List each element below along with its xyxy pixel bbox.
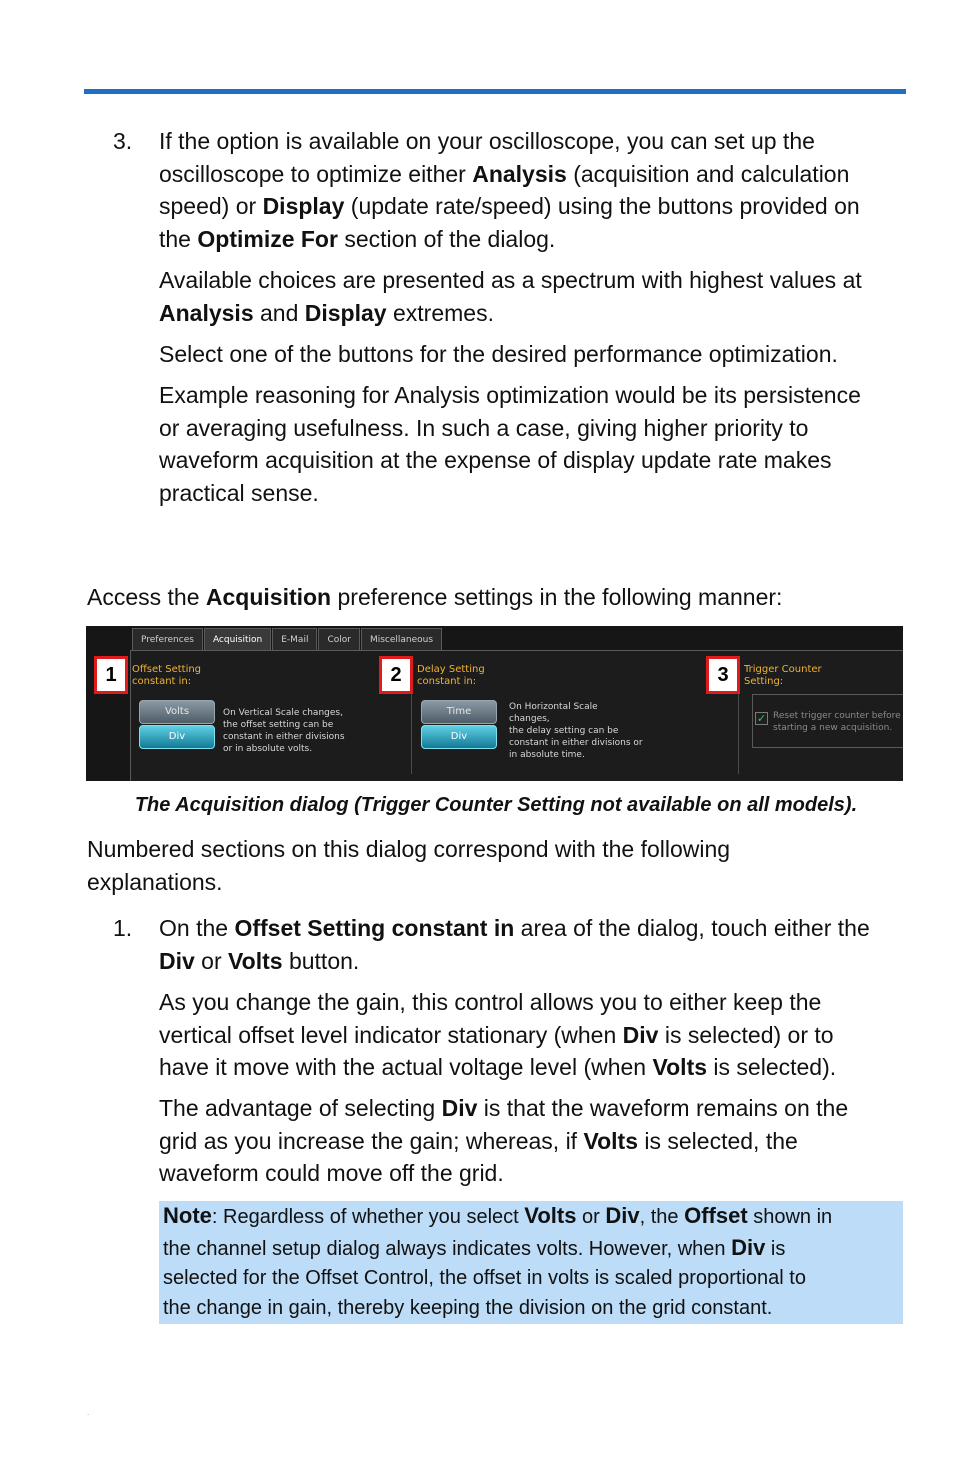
paragraph-line: waveform acquisition at the expense of display update rate makes [159, 447, 832, 473]
step-1-paragraph-3 [159, 1092, 905, 1190]
note-line: Note: Regardless of whether you select Volts or Div, the Offset shown in [163, 1203, 833, 1228]
div-button-delay[interactable]: Div [421, 725, 497, 749]
step-1-text [159, 912, 905, 977]
paragraph-line: have it move with the actual voltage level (when Volts is selected). [159, 1054, 837, 1080]
paragraph-line: grid as you increase the gain; whereas, if Volts is selected, the [159, 1127, 798, 1154]
header-rule [84, 89, 906, 94]
acquisition-dialog-screenshot [86, 626, 903, 781]
reset-trigger-checkbox[interactable]: ✓ [756, 712, 767, 725]
note-line: the channel setup dialog always indicates volts. However, when Div is [163, 1234, 786, 1260]
tab-miscellaneous[interactable]: Miscellaneous [361, 628, 442, 651]
callout-badge-3: 3 [706, 656, 740, 694]
paragraph-line: practical sense. [159, 479, 319, 506]
step-3-paragraph-4 [159, 379, 905, 509]
tab-acquisition[interactable]: Acquisition [204, 628, 271, 651]
paragraph-line: Numbered sections on this dialog correspond with the following [87, 836, 731, 862]
paragraph-line: vertical offset level indicator stationary (when Div is selected) or to [159, 1021, 834, 1048]
step-3-text [159, 125, 905, 255]
access-instruction: Access the Acquisition preference settings in the following manner: [87, 584, 783, 610]
paragraph-line: Example reasoning for Analysis optimization would be its persistence [159, 382, 861, 408]
delay-setting-title: Delay Setting constant in: [417, 664, 485, 687]
dialog-tabs [132, 628, 443, 652]
step-3-line: the Optimize For section of the dialog. [159, 225, 556, 252]
reset-trigger-label: Reset trigger counter before starting a new acquisition. [773, 711, 901, 733]
paragraph-line: The advantage of selecting Div is that the waveform remains on the [159, 1095, 849, 1121]
step-3-line: speed) or Display (update rate/speed) using the buttons provided on [159, 193, 860, 219]
paragraph-line: Analysis and Display extremes. [159, 299, 494, 326]
step-3-line: oscilloscope to optimize either Analysis (acquisition and calculation [159, 160, 850, 187]
step-3-paragraph-2 [159, 264, 905, 329]
offset-description: On Vertical Scale changes, the offset setting can be constant in either divisions or in absolute volts. [223, 708, 345, 754]
step-1-paragraph-2 [159, 986, 905, 1084]
tab-email[interactable]: E-Mail [272, 628, 317, 651]
delay-description: On Horizontal Scale changes, the delay setting can be constant in either divisions or in absolute time. [509, 702, 643, 760]
callout-badge-2: 2 [379, 656, 413, 694]
footer-mark: . [87, 1408, 90, 1417]
step-3-paragraph-3: Select one of the buttons for the desired performance optimization. [159, 341, 838, 367]
step-3-line: If the option is available on your oscilloscope, you can set up the [159, 128, 815, 154]
paragraph-line: waveform could move off the grid. [159, 1160, 504, 1186]
trigger-counter-title: Trigger Counter Setting: [744, 664, 822, 687]
callout-badge-1: 1 [94, 656, 128, 694]
note-line: the change in gain, thereby keeping the division on the grid constant. [163, 1296, 773, 1319]
paragraph-line: As you change the gain, this control allows you to either keep the [159, 989, 822, 1015]
numbered-intro [87, 833, 905, 898]
step-1-number: 1. [113, 915, 133, 941]
paragraph-line: explanations. [87, 868, 223, 895]
tab-color[interactable]: Color [318, 628, 360, 651]
paragraph-line: or averaging usefulness. In such a case, giving higher priority to [159, 414, 809, 441]
paragraph-line: Available choices are presented as a spectrum with highest values at [159, 267, 862, 293]
tab-preferences[interactable]: Preferences [132, 628, 203, 651]
note-line: selected for the Offset Control, the offset in volts is scaled proportional to [163, 1267, 806, 1289]
volts-button[interactable]: Volts [139, 700, 215, 724]
step-1-line: On the Offset Setting constant in area of the dialog, touch either the [159, 915, 870, 941]
offset-setting-title: Offset Setting constant in: [132, 664, 202, 687]
step-1-line: Div or Volts button. [159, 947, 360, 974]
figure-caption: The Acquisition dialog (Trigger Counter Setting not available on all models). [134, 794, 858, 816]
time-button[interactable]: Time [421, 700, 497, 724]
div-button[interactable]: Div [139, 725, 215, 749]
note-box [159, 1201, 903, 1324]
step-3-number: 3. [113, 128, 133, 154]
